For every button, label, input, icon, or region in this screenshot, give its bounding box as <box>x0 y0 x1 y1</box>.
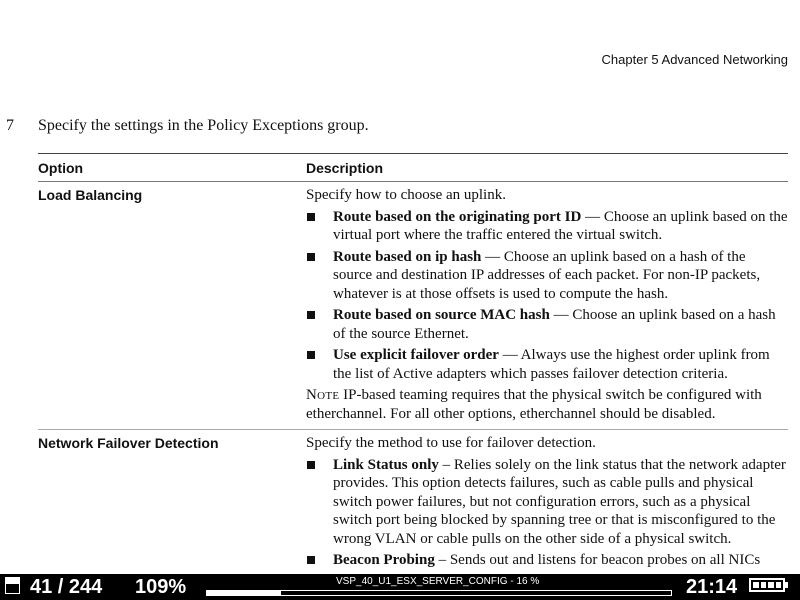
square-bullet-icon <box>307 556 315 564</box>
bullet-list <box>306 456 788 570</box>
bullet-text: — Choose an uplink based on the virtual port where the traffic entered the virtual switch. <box>333 208 788 243</box>
bullet-term: Route based on ip hash <box>333 248 482 265</box>
bookmark-icon[interactable] <box>5 577 20 594</box>
bullet-text: — Choose an uplink based on a hash of the source Ethernet. <box>333 307 776 342</box>
progress-fill <box>207 591 281 595</box>
step-number: 7 <box>6 117 14 134</box>
bullet-text: — Choose an uplink based on a hash of the source and destination IP addresses of each packet. For non-IP packets, whatever is at those offsets is used to compute the hash. <box>333 248 761 302</box>
bullet-text: – Sends out and listens for beacon probes on all NICs <box>434 552 761 568</box>
chapter-header: Chapter 5 Advanced Networking <box>601 52 788 67</box>
bullet-text: – Relies solely on the link status that the network adapter provides. This option detects failures, such as cable pulls and physical switch power failures, but not configuration errors, such as a physical switch port being blocked by spanning tree or that is misconfigured to the wrong VLAN or cable pulls on the other side of a physical switch. <box>333 456 786 547</box>
option-name: Network Failover Detection <box>38 435 219 451</box>
table-row <box>38 182 788 430</box>
battery-cell <box>776 582 782 588</box>
option-description <box>306 186 788 429</box>
document-title: VSP_40_U1_ESX_SERVER_CONFIG - 16 % <box>336 576 540 587</box>
option-description <box>306 434 788 573</box>
clock: 21:14 <box>686 576 738 598</box>
reader-status-bar <box>0 574 800 600</box>
square-bullet-icon <box>307 351 315 359</box>
battery-tip <box>785 582 788 588</box>
list-item <box>306 208 788 245</box>
table-row <box>38 430 788 573</box>
bullet-text: — Always use the highest order uplink from the list of Active adapters which passes failover detection criteria. <box>333 347 770 382</box>
square-bullet-icon <box>307 311 315 319</box>
bullet-term: Beacon Probing <box>333 552 435 568</box>
table-header <box>38 154 788 182</box>
note-text: IP-based teaming requires that the physical switch be configured with etherchannel. For all other options, etherchannel should be disabled. <box>306 387 762 422</box>
bullet-list <box>306 208 788 384</box>
bullet-term: Use explicit failover order <box>333 347 499 363</box>
square-bullet-icon <box>307 253 315 261</box>
bullet-term: Route based on source MAC hash <box>333 307 550 323</box>
list-item <box>306 456 788 549</box>
list-item <box>306 346 788 383</box>
description-intro: Specify the method to use for failover detection. <box>306 435 596 451</box>
bullet-term: Link Status only <box>333 456 439 473</box>
options-table <box>38 153 788 573</box>
note <box>306 386 788 423</box>
description-intro: Specify how to choose an uplink. <box>306 187 506 203</box>
header-description: Description <box>306 159 384 176</box>
option-name: Load Balancing <box>38 187 143 203</box>
zoom-level[interactable]: 109% <box>135 576 187 598</box>
square-bullet-icon <box>307 213 315 221</box>
page-counter[interactable]: 41 / 244 <box>30 576 103 598</box>
list-item <box>306 306 788 343</box>
reading-progress-bar[interactable] <box>206 590 672 596</box>
list-item <box>306 248 788 304</box>
bullet-term: Route based on the originating port ID <box>333 208 582 225</box>
battery-cell <box>753 582 759 588</box>
battery-cell <box>768 582 774 588</box>
list-item <box>306 551 788 570</box>
battery-cell <box>761 582 767 588</box>
battery-icon <box>749 578 785 592</box>
step-text: Specify the settings in the Policy Exceptions group. <box>38 117 369 134</box>
square-bullet-icon <box>307 461 315 469</box>
note-label: Note <box>306 387 340 403</box>
header-option: Option <box>38 159 84 176</box>
